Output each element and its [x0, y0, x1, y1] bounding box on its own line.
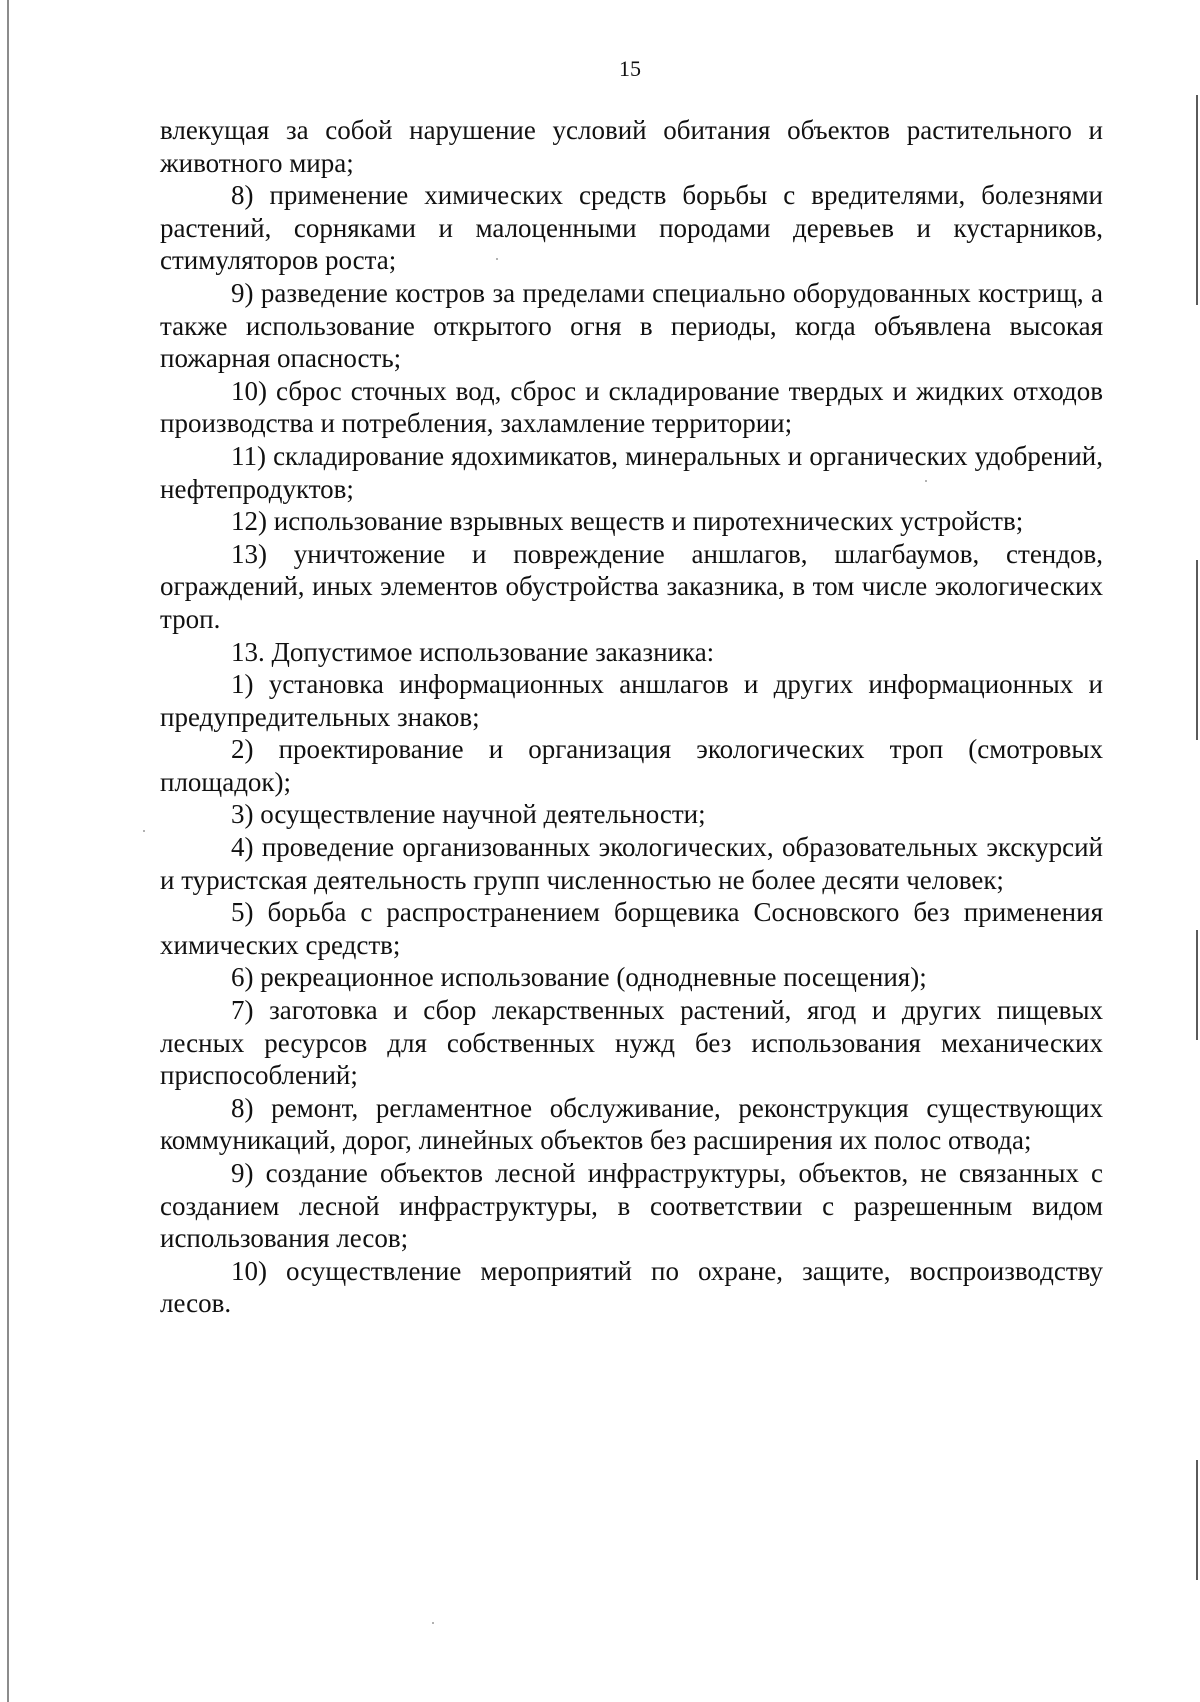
- scan-speck: [432, 1622, 434, 1624]
- list-item: 11) складирование ядохимикатов, минеральных и органических удобрений, нефтепродуктов;: [160, 440, 1103, 504]
- list-item: 6) рекреационное использование (однодневные посещения);: [231, 962, 927, 993]
- list-item: 8) применение химических средств борьбы с вредителями, болезнями растений, сорняками и малоценными породами деревьев и кустарников, стимуляторов роста;: [160, 180, 1103, 276]
- scan-edge-right: [1196, 95, 1198, 305]
- list-item: 7) заготовка и сбор лекарственных растений, ягод и других пищевых лесных ресурсов для собственных нужд без использования механических приспособлений;: [160, 995, 1103, 1091]
- section-heading: 13. Допустимое использование заказника:: [231, 636, 715, 667]
- list-item: 5) борьба с распространением борщевика Сосновского без применения химических средств;: [160, 897, 1103, 960]
- list-item: 9) разведение костров за пределами специально оборудованных кострищ, а также использование открытого огня в периоды, когда объявлена высокая пожарная опасность;: [160, 277, 1103, 374]
- scan-edge-right: [1196, 560, 1198, 740]
- scan-speck: [143, 830, 145, 832]
- paragraph: влекущая за собой нарушение условий обитания объектов растительного и животного мира;: [160, 115, 1103, 178]
- page-number: 15: [619, 56, 641, 81]
- scan-edge-right: [1196, 930, 1198, 1040]
- list-item: 2) проектирование и организация экологических троп (смотровых площадок);: [160, 734, 1103, 797]
- list-item: 10) осуществление мероприятий по охране, защите, воспроизводству лесов.: [160, 1255, 1103, 1319]
- list-item: 4) проведение организованных экологических, образовательных экскурсий и туристская деятельность групп численностью не более десяти человек;: [160, 832, 1103, 895]
- list-item: 1) установка информационных аншлагов и других информационных и предупредительных знаков;: [160, 669, 1103, 732]
- list-item: 10) сброс сточных вод, сброс и складирование твердых и жидких отходов производства и потребления, захламление территории;: [160, 375, 1103, 439]
- list-item: 8) ремонт, регламентное обслуживание, реконструкция существующих коммуникаций, дорог, линейных объектов без расширения их полос отвода;: [160, 1092, 1103, 1156]
- scan-edge-left: [7, 0, 9, 1702]
- list-item: 3) осуществление научной деятельности;: [231, 799, 706, 830]
- document-body: [160, 114, 1103, 1320]
- list-item: 9) создание объектов лесной инфраструктуры, объектов, не связанных с созданием лесной инфраструктуры, в соответствии с разрешенным видом использования лесов;: [160, 1158, 1103, 1254]
- list-item: 13) уничтожение и повреждение аншлагов, шлагбаумов, стендов, ограждений, иных элементов обустройства заказника, в том числе экологических троп.: [160, 538, 1103, 634]
- scan-edge-right: [1196, 1460, 1198, 1580]
- list-item: 12) использование взрывных веществ и пиротехнических устройств;: [231, 506, 1024, 537]
